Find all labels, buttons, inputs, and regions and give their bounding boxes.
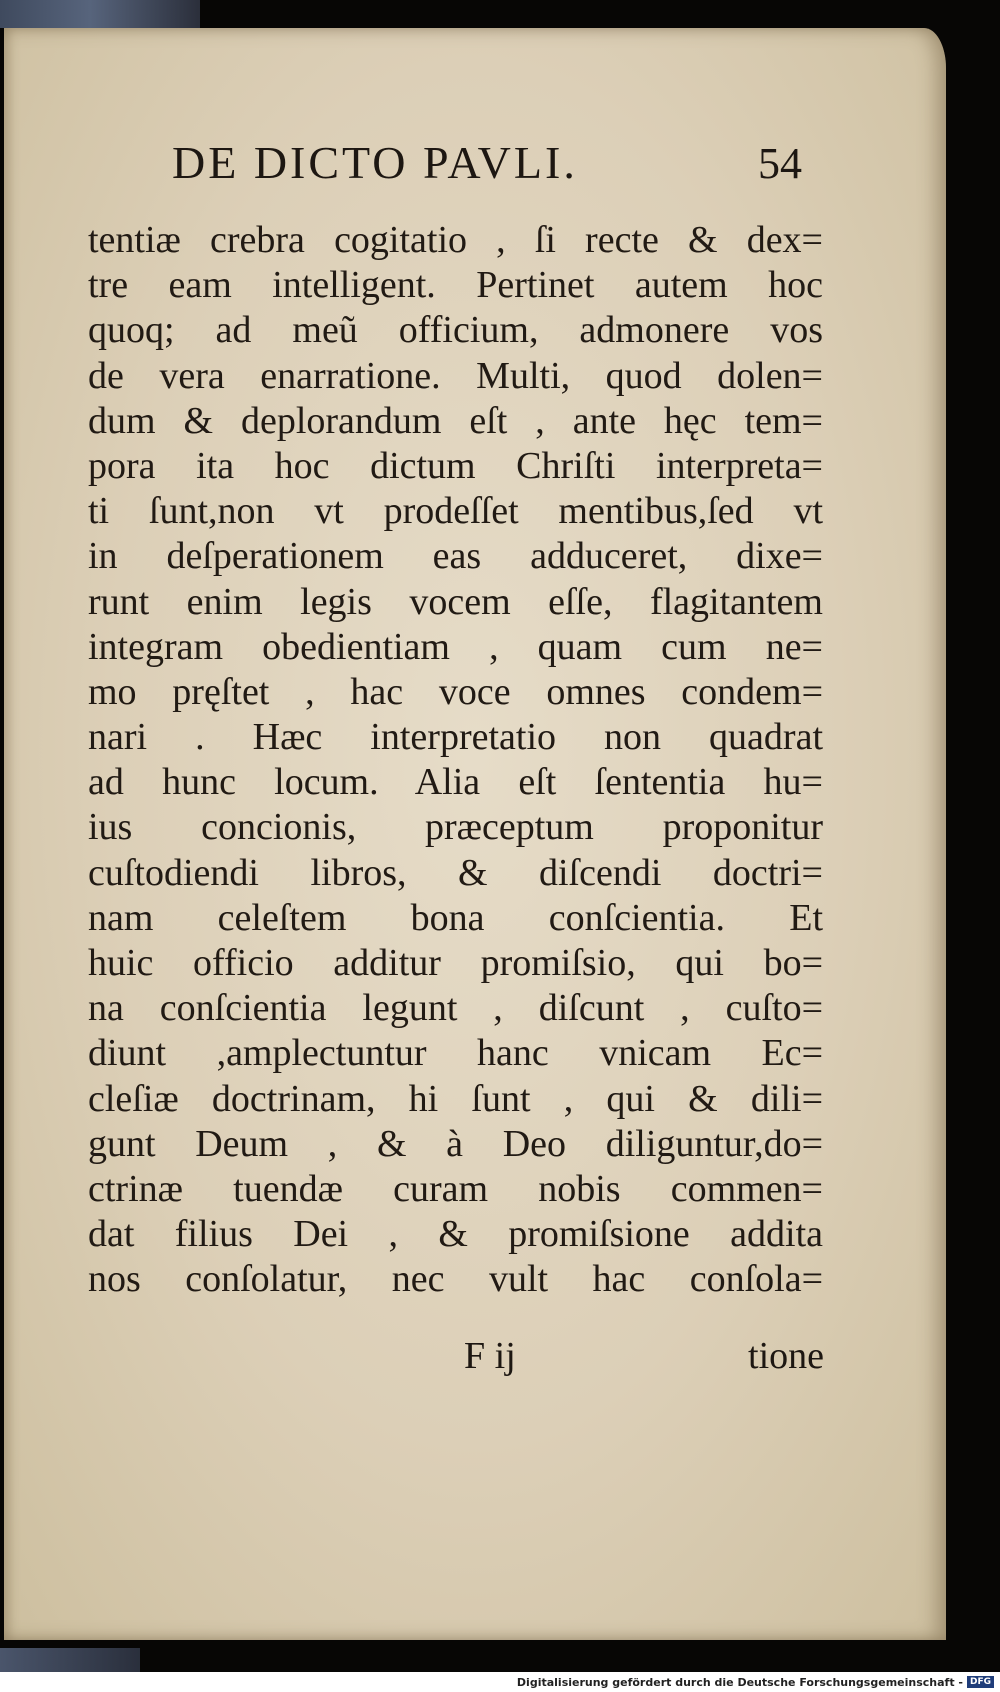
- page-foot: [464, 1334, 824, 1382]
- text-line: ius concionis, præceptum proponitur: [88, 806, 823, 849]
- page-header: [172, 136, 802, 208]
- text-line: ti ſunt,non vt prodeſſet mentibus,ſed vt: [88, 490, 823, 533]
- text-line: tre eam intelligent. Pertinet autem hoc: [88, 264, 823, 307]
- text-line: gunt Deum , & à Deo diliguntur,do=: [88, 1122, 823, 1165]
- text-line: mo pręſtet , hac voce omnes condem=: [88, 670, 823, 713]
- dfg-logo: DFG: [967, 1676, 994, 1688]
- text-line: nos conſolatur, nec vult hac conſola=: [88, 1258, 823, 1301]
- text-line: ad hunc locum. Alia eſt ſententia hu=: [88, 761, 823, 804]
- signature-mark: F ij: [464, 1335, 516, 1377]
- text-line: na conſcientia legunt , diſcunt , cuſto=: [88, 987, 823, 1030]
- book-cover-edge-bottom: [0, 1648, 140, 1672]
- book-page: [4, 28, 946, 1640]
- text-line: diunt ,amplectuntur hanc vnicam Ec=: [88, 1032, 823, 1075]
- text-line: quoq; ad meũ officium, admonere vos: [88, 309, 823, 352]
- text-line: runt enim legis vocem eſſe, flagitantem: [88, 580, 823, 623]
- catchword: tione: [748, 1335, 824, 1377]
- running-title: DE DICTO PAVLI.: [172, 137, 578, 188]
- text-line: nari . Hæc interpretatio non quadrat: [88, 716, 823, 759]
- text-line: cuſtodiendi libros, & diſcendi doctri=: [88, 851, 823, 894]
- text-line: ctrinæ tuendæ curam nobis commen=: [88, 1167, 823, 1210]
- body-text: [88, 218, 823, 1303]
- text-line: integram obedientiam , quam cum ne=: [88, 625, 823, 668]
- text-line: tentiæ crebra cogitatio , ſi recte & dex=: [88, 219, 823, 261]
- text-line: cleſiæ doctrinam, hi ſunt , qui & dili=: [88, 1077, 823, 1120]
- text-line: nam celeſtem bona conſcientia. Et: [88, 896, 823, 939]
- text-line: in deſperationem eas adduceret, dixe=: [88, 535, 823, 578]
- digitization-footer: [0, 1672, 1000, 1692]
- book-cover-edge-top: [0, 0, 200, 28]
- funding-credit: Digitalisierung gefördert durch die Deutsche Forschungsgemeinschaft -: [516, 1675, 963, 1689]
- text-line: dum & deplorandum eſt , ante hęc tem=: [88, 399, 823, 442]
- page-number: 54: [758, 139, 802, 188]
- text-line: dat filius Dei , & promiſsione addita: [88, 1213, 823, 1256]
- text-line: huic officio additur promiſsio, qui bo=: [88, 942, 823, 984]
- text-line: de vera enarratione. Multi, quod dolen=: [88, 354, 823, 397]
- text-line: pora ita hoc dictum Chriſti interpreta=: [88, 444, 823, 487]
